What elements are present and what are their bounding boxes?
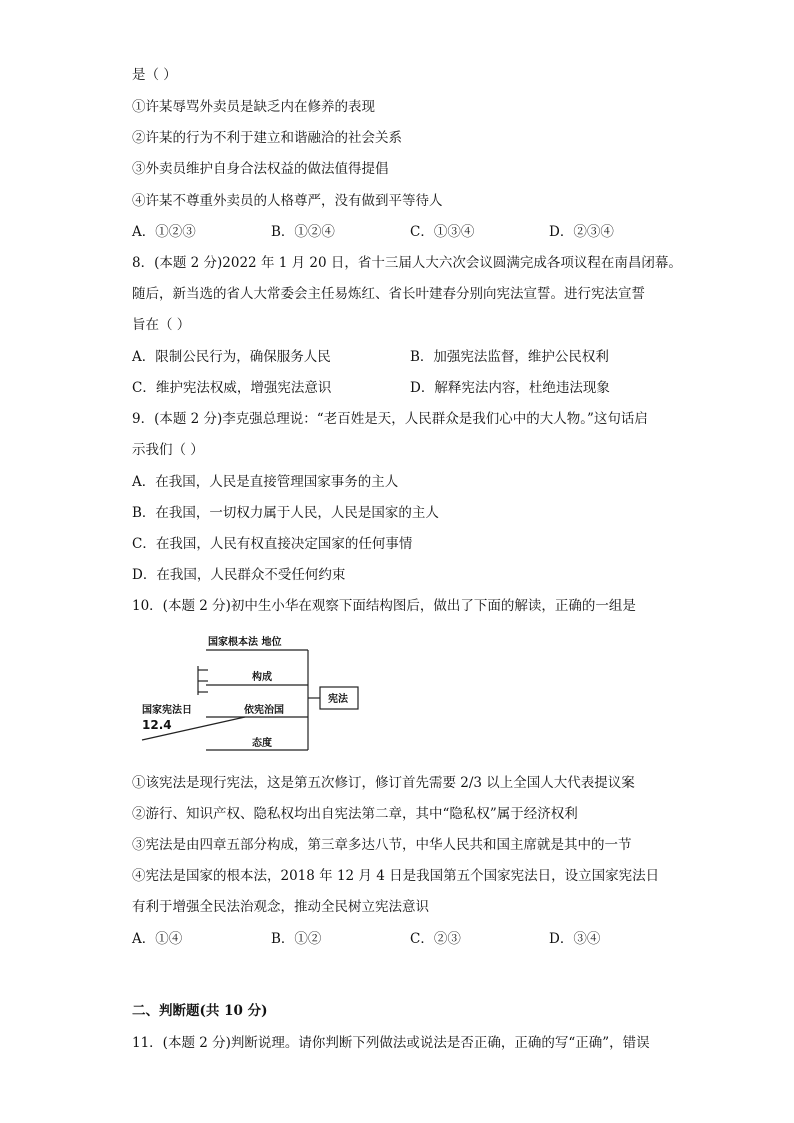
q9-option-b: B．在我国，一切权力属于人民，人民是国家的主人 bbox=[132, 505, 439, 521]
q10-stem: 10．(本题 2 分)初中生小华在观察下面结构图后，做出了下面的解读，正确的一组是 bbox=[132, 598, 636, 614]
q8-line-1: 8．(本题 2 分)2022 年 1 月 20 日，省十三届人大六次会议圆满完成各项议程在南昌闭幕。 bbox=[132, 255, 682, 271]
q8-option-d: D．解释宪法内容，杜绝违法现象 bbox=[410, 380, 610, 396]
diagram-top-label: 国家根本法 地位 bbox=[208, 637, 282, 648]
diagram-branch-3: 态度 bbox=[252, 738, 272, 749]
q7-option-a: A．①②③ bbox=[132, 224, 196, 240]
q8-option-c: C．维护宪法权威，增强宪法意识 bbox=[132, 380, 332, 396]
q10-statement-3: ③宪法是由四章五部分构成，第三章多达八节，中华人民共和国主席就是其中的一节 bbox=[132, 837, 632, 853]
q10-option-a: A．①④ bbox=[132, 931, 183, 947]
q7-statement-4: ④许某不尊重外卖员的人格尊严，没有做到平等待人 bbox=[132, 193, 443, 209]
q8-line-3: 旨在（ ） bbox=[132, 317, 191, 333]
diagram-date-label: 12.4 bbox=[142, 718, 172, 732]
q7-stem-tail: 是（ ） bbox=[132, 67, 177, 83]
q10-statement-1: ①该宪法是现行宪法，这是第五次修订，修订首先需要 2/3 以上全国人大代表提议案 bbox=[132, 775, 635, 791]
q9-line-2: 示我们（ ） bbox=[132, 442, 204, 458]
diagram-left-label: 国家宪法日 bbox=[142, 705, 192, 716]
q10-option-d: D．③④ bbox=[549, 931, 601, 947]
constitution-structure-diagram bbox=[130, 628, 370, 758]
q10-statement-2: ②游行、知识产权、隐私权均出自宪法第二章，其中“隐私权”属于经济权利 bbox=[132, 806, 578, 822]
q8-option-b: B．加强宪法监督，维护公民权利 bbox=[410, 349, 609, 365]
q10-statement-4: ④宪法是国家的根本法，2018 年 12 月 4 日是我国第五个国家宪法日，设立国家宪法日 bbox=[132, 868, 660, 884]
q8-line-2: 随后，新当选的省人大常委会主任易炼红、省长叶建春分别向宪法宣誓。进行宪法宣誓 bbox=[132, 286, 645, 302]
q9-option-a: A．在我国，人民是直接管理国家事务的主人 bbox=[132, 474, 399, 490]
diagram-branch-2: 依宪治国 bbox=[244, 705, 284, 716]
q9-line-1: 9．(本题 2 分)李克强总理说：“老百姓是天，人民群众是我们心中的大人物。”这句话启 bbox=[132, 411, 648, 427]
diagram-branch-1: 构成 bbox=[252, 672, 272, 683]
q7-option-c: C．①③④ bbox=[410, 224, 475, 240]
q9-option-c: C．在我国，人民有权直接决定国家的任何事情 bbox=[132, 536, 413, 552]
q8-option-a: A．限制公民行为，确保服务人民 bbox=[132, 349, 331, 365]
q7-statement-2: ②许某的行为不利于建立和谐融洽的社会关系 bbox=[132, 130, 402, 146]
q7-option-b: B．①②④ bbox=[271, 224, 335, 240]
q11-line-1: 11．(本题 2 分)判断说理。请你判断下列做法或说法是否正确，正确的写“正确”，错误 bbox=[132, 1035, 650, 1051]
diagram-box-label: 宪法 bbox=[328, 694, 348, 705]
section-2-heading: 二、判断题(共 10 分) bbox=[132, 1003, 268, 1019]
q9-option-d: D．在我国，人民群众不受任何约束 bbox=[132, 567, 346, 583]
q10-statement-4-cont: 有利于增强全民法治观念，推动全民树立宪法意识 bbox=[132, 899, 429, 915]
q7-option-d: D．②③④ bbox=[549, 224, 614, 240]
q7-statement-1: ①许某辱骂外卖员是缺乏内在修养的表现 bbox=[132, 99, 375, 115]
q10-option-b: B．①② bbox=[271, 931, 322, 947]
q7-statement-3: ③外卖员维护自身合法权益的做法值得提倡 bbox=[132, 161, 389, 177]
q10-option-c: C．②③ bbox=[410, 931, 461, 947]
